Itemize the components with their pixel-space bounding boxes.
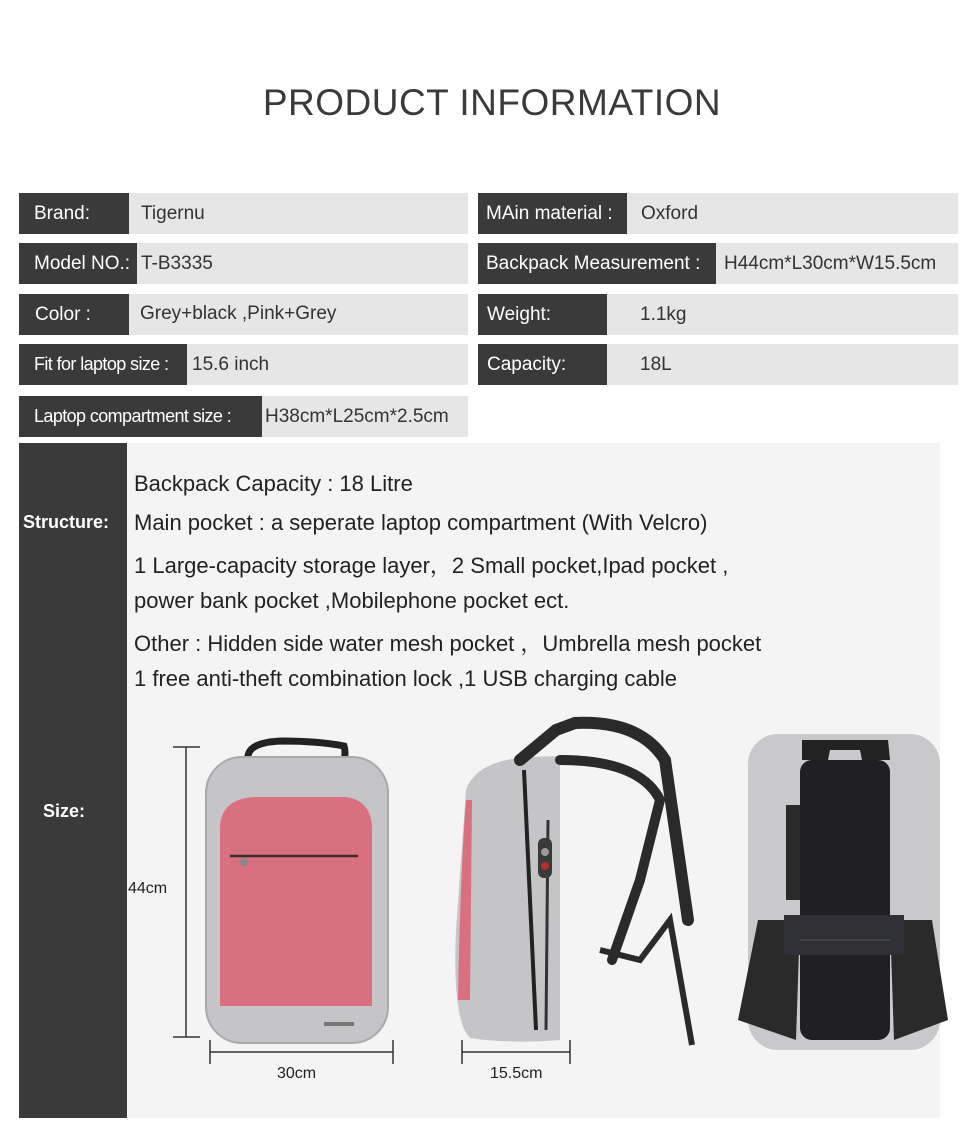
depth-dimension-line [462, 1040, 570, 1064]
structure-line: Main pocket : a seperate laptop compartment (With Velcro) [134, 510, 708, 535]
material-label: MAin material : [478, 193, 627, 234]
structure-line: power bank pocket ,Mobilephone pocket ect. [134, 588, 570, 613]
backpack-side-view [455, 723, 692, 1045]
material-value: Oxford [641, 202, 699, 224]
size-label: Size: [43, 801, 86, 821]
measurement-label: Backpack Measurement : [478, 243, 716, 284]
model-value: T-B3335 [141, 252, 213, 274]
depth-dimension-label: 15.5cm [490, 1065, 543, 1082]
compartment-label: Laptop compartment size : [19, 396, 262, 437]
brand-value: Tigernu [141, 202, 205, 224]
laptop-size-value: 15.6 inch [192, 353, 270, 375]
structure-line: Backpack Capacity : 18 Litre [134, 471, 413, 496]
structure-line: 1 free anti-theft combination lock ,1 USB charging cable [134, 666, 677, 691]
color-value: Grey+black ,Pink+Grey [140, 302, 337, 324]
page-title: PRODUCT INFORMATION [262, 82, 722, 123]
model-label: Model NO.: [19, 243, 137, 284]
compartment-value: H38cm*L25cm*2.5cm [265, 405, 449, 427]
laptop-size-label: Fit for laptop size : [19, 344, 187, 385]
height-dimension-label: 44cm [128, 880, 168, 897]
weight-value: 1.1kg [640, 303, 687, 325]
structure-label: Structure: [23, 512, 110, 532]
brand-label: Brand: [19, 193, 129, 234]
backpack-front-view [206, 741, 388, 1043]
backpack-back-view [738, 734, 948, 1050]
capacity-label: Capacity: [478, 344, 607, 385]
structure-line: Other : Hidden side water mesh pocket ，Umbrella mesh pocket [134, 631, 762, 656]
weight-label: Weight: [478, 294, 607, 335]
width-dimension-label: 30cm [277, 1065, 317, 1082]
color-label: Color : [19, 294, 129, 335]
measurement-value: H44cm*L30cm*W15.5cm [724, 252, 937, 274]
height-dimension-line [173, 747, 200, 1037]
capacity-value: 18L [640, 353, 672, 375]
structure-line: 1 Large-capacity storage layer，2 Small pocket,Ipad pocket , [134, 553, 729, 578]
